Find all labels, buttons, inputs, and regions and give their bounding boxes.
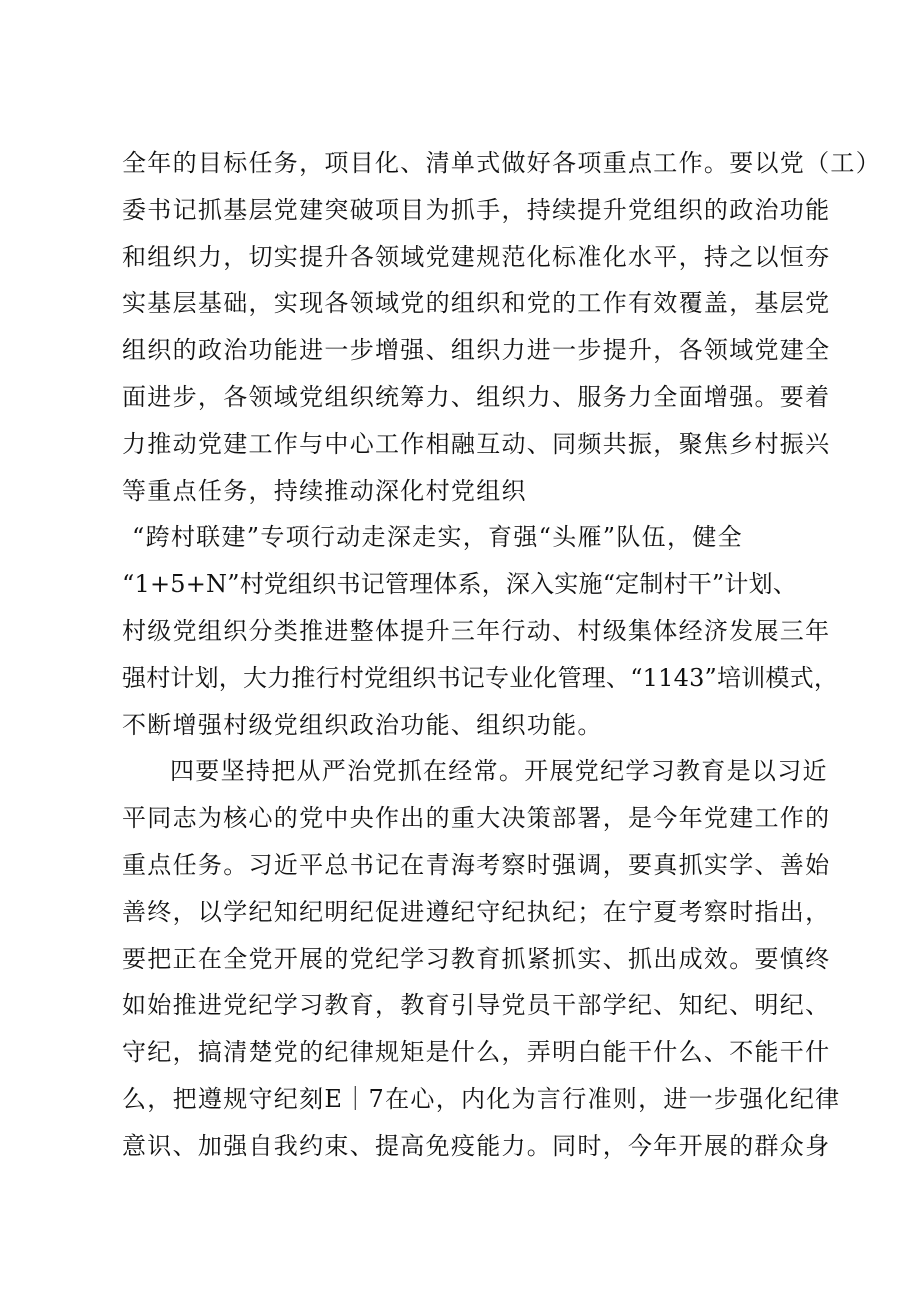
text-line-2: 委书记抓基层党建突破项目为抓手，持续提升党组织的政治功能: [122, 195, 831, 224]
text-line-22: 意识、加强自我约束、提高免疫能力。同时，今年开展的群众身: [122, 1131, 831, 1160]
text-line-18: 要把正在全党开展的党纪学习教育抓紧抓实、抓出成效。要慎终: [122, 944, 831, 973]
text-line-13: 不断增强村级党组织政治功能、组织功能。: [122, 710, 603, 739]
text-line-21: 么，把遵规守纪刻E｜7在心，内化为言行准则，进一步强化纪律: [122, 1084, 841, 1113]
text-line-3: 和组织力，切实提升各领域党建规范化标准化水平，持之以恒夯: [122, 242, 831, 271]
text-line-12: 强村计划，大力推行村党组织书记专业化管理、“1143”培训模式，: [122, 663, 839, 692]
text-line-20: 守纪，搞清楚党的纪律规矩是什么，弄明白能干什么、不能干什: [122, 1038, 831, 1067]
text-line-8: 等重点任务，持续推动深化村党组织: [122, 476, 527, 505]
text-line-9: “跨村联建”专项行动走深走实，育强“头雁”队伍，健全: [132, 523, 743, 552]
paragraph-start-line: 四要坚持把从严治党抓在经常。开展党纪学习教育是以习近: [170, 757, 828, 786]
text-line-19: 如始推进党纪学习教育，教育引导党员干部学纪、知纪、明纪、: [122, 991, 831, 1020]
body-text: [122, 140, 881, 1170]
text-line-1: 全年的目标任务，项目化、清单式做好各项重点工作。要以党（工）: [122, 149, 881, 177]
text-line-5: 组织的政治功能进一步增强、组织力进一步提升，各领域党建全: [122, 336, 831, 365]
text-line-7: 力推动党建工作与中心工作相融互动、同频共振，聚焦乡村振兴: [122, 429, 831, 458]
text-line-4: 实基层基础，实现各领域党的组织和党的工作有效覆盖，基层党: [122, 289, 831, 318]
text-line-11: 村级党组织分类推进整体提升三年行动、村级集体经济发展三年: [122, 616, 831, 645]
text-line-15: 平同志为核心的党中央作出的重大决策部署，是今年党建工作的: [122, 804, 831, 833]
text-line-10: “1+5+N”村党组织书记管理体系，深入实施“定制村干”计划、: [122, 570, 798, 599]
text-line-17: 善终，以学纪知纪明纪促进遵纪守纪执纪；在宁夏考察时指出，: [122, 897, 831, 926]
text-line-16: 重点任务。习近平总书记在青海考察时强调，要真抓实学、善始: [122, 850, 831, 879]
text-line-6: 面进步，各领域党组织统筹力、组织力、服务力全面增强。要着: [122, 382, 831, 411]
